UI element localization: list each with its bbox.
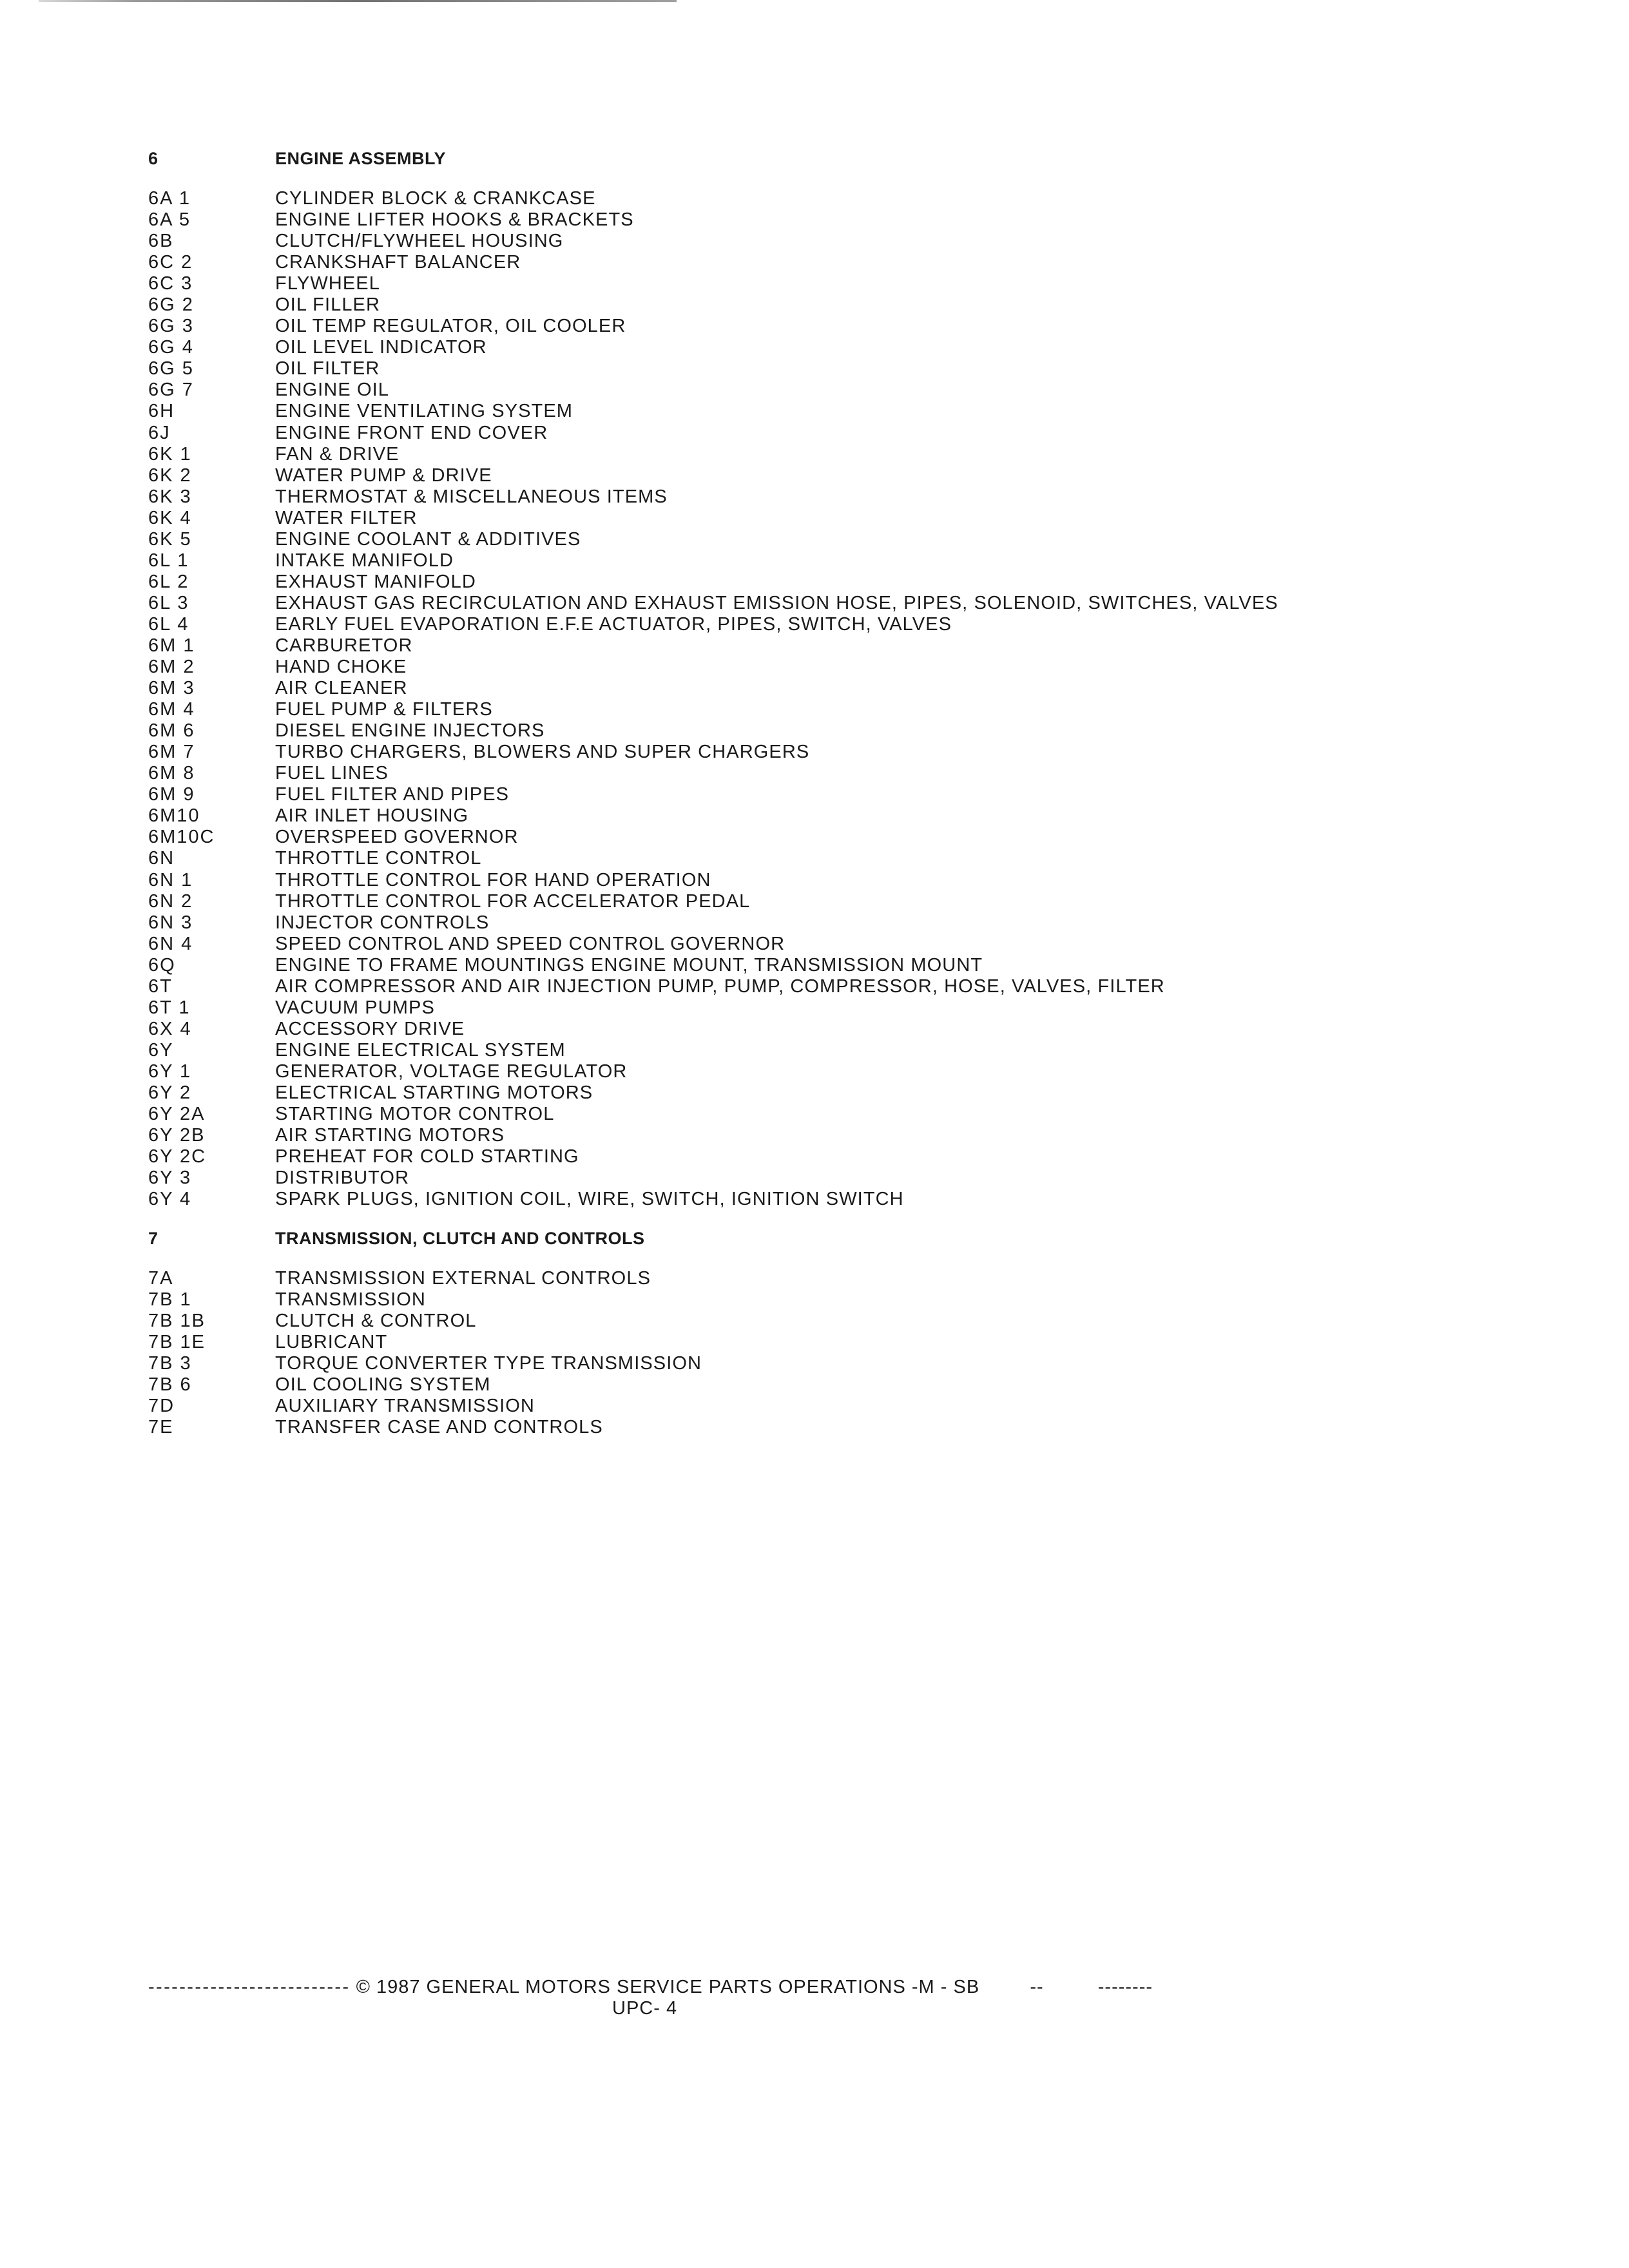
list-item: [0, 316, 1629, 337]
list-item: [0, 1040, 1629, 1061]
list-item: [0, 358, 1629, 380]
list-item: [0, 1417, 1629, 1438]
list-item: [0, 1353, 1629, 1374]
item-description: ENGINE FRONT END COVER: [275, 422, 548, 443]
list-item: [0, 678, 1629, 699]
item-description: ENGINE COOLANT & ADDITIVES: [275, 528, 581, 550]
section-header: [0, 1225, 1629, 1251]
list-item: [0, 231, 1629, 252]
item-code: 6K 3: [148, 486, 192, 507]
list-item: [0, 657, 1629, 678]
list-item: [0, 1289, 1629, 1311]
list-item: [0, 1332, 1629, 1353]
item-description: CRANKSHAFT BALANCER: [275, 252, 521, 273]
item-code: 6Y 2B: [148, 1125, 206, 1146]
item-description: OIL TEMP REGULATOR, OIL COOLER: [275, 316, 626, 337]
list-item: [0, 529, 1629, 550]
item-code: 6K 4: [148, 507, 192, 528]
item-code: 6J: [148, 422, 171, 443]
list-item: [0, 784, 1629, 805]
item-code: 6N 3: [148, 912, 193, 933]
footer-dashes-left: --------------------------: [148, 1977, 351, 1997]
footer-copyright-line: [148, 1977, 1153, 1998]
list-item: [0, 550, 1629, 572]
footer-copyright: © 1987 GENERAL MOTORS SERVICE PARTS OPERATIONS -M - SB: [356, 1977, 980, 1997]
list-item: [0, 699, 1629, 720]
item-code: 6C 3: [148, 273, 193, 294]
item-description: FUEL FILTER AND PIPES: [275, 784, 510, 805]
item-description: TORQUE CONVERTER TYPE TRANSMISSION: [275, 1353, 702, 1374]
item-code: 7B 1: [148, 1289, 192, 1311]
item-description: THROTTLE CONTROL FOR HAND OPERATION: [275, 869, 711, 890]
item-description: ENGINE LIFTER HOOKS & BRACKETS: [275, 209, 634, 231]
item-description: THROTTLE CONTROL FOR ACCELERATOR PEDAL: [275, 890, 751, 912]
item-description: VACUUM PUMPS: [275, 997, 435, 1018]
item-description: CLUTCH/FLYWHEEL HOUSING: [275, 231, 564, 252]
list-item: [0, 1374, 1629, 1396]
list-item: [0, 742, 1629, 763]
item-code: 6Y 4: [148, 1189, 192, 1210]
list-item: [0, 1268, 1629, 1289]
item-code: 6A 1: [148, 188, 191, 209]
item-description: TRANSFER CASE AND CONTROLS: [275, 1417, 603, 1438]
item-description: INJECTOR CONTROLS: [275, 912, 490, 933]
list-item: [0, 805, 1629, 827]
item-code: 7B 1E: [148, 1332, 206, 1353]
list-item: [0, 444, 1629, 465]
parts-list: [0, 1268, 1629, 1438]
item-code: 6M 1: [148, 635, 195, 656]
item-code: 6L 4: [148, 613, 189, 635]
item-code: 6T: [148, 975, 173, 997]
item-description: DISTRIBUTOR: [275, 1168, 410, 1189]
item-description: CYLINDER BLOCK & CRANKCASE: [275, 188, 596, 209]
section-title: TRANSMISSION, CLUTCH AND CONTROLS: [275, 1229, 645, 1248]
list-item: [0, 870, 1629, 891]
list-item: [0, 614, 1629, 635]
item-code: 6G 5: [148, 358, 194, 380]
item-description: EXHAUST MANIFOLD: [275, 571, 476, 592]
item-code: 6M 6: [148, 720, 195, 742]
item-code: 6N 2: [148, 890, 193, 912]
item-code: 6N: [148, 848, 175, 869]
list-item: [0, 423, 1629, 444]
item-description: STARTING MOTOR CONTROL: [275, 1104, 555, 1125]
section-number: 6: [148, 149, 159, 168]
list-item: [0, 1396, 1629, 1417]
item-code: 6Y 1: [148, 1061, 192, 1082]
item-code: 6Y 3: [148, 1168, 192, 1189]
item-description: FUEL PUMP & FILTERS: [275, 699, 493, 720]
item-code: 6G 2: [148, 294, 194, 316]
list-item: [0, 1125, 1629, 1146]
list-item: [0, 1146, 1629, 1168]
item-description: CARBURETOR: [275, 635, 413, 656]
item-code: 6M 2: [148, 657, 195, 678]
item-code: 6N 4: [148, 933, 193, 954]
item-description: THROTTLE CONTROL: [275, 848, 482, 869]
item-code: 6Y 2C: [148, 1146, 207, 1168]
item-description: AIR STARTING MOTORS: [275, 1125, 505, 1146]
item-description: AUXILIARY TRANSMISSION: [275, 1396, 535, 1417]
list-item: [0, 1104, 1629, 1125]
list-item: [0, 209, 1629, 231]
list-item: [0, 976, 1629, 997]
list-item: [0, 294, 1629, 316]
item-code: 6M 8: [148, 763, 195, 784]
list-item: [0, 252, 1629, 273]
item-code: 6Y: [148, 1039, 174, 1061]
list-item: [0, 593, 1629, 614]
item-code: 6M10C: [148, 827, 215, 848]
item-description: ENGINE OIL: [275, 380, 389, 401]
section-header: [0, 146, 1629, 171]
item-code: 6T 1: [148, 997, 191, 1018]
footer-dashes-mid: --: [1030, 1977, 1044, 1997]
item-description: ELECTRICAL STARTING MOTORS: [275, 1082, 593, 1103]
list-item: [0, 1189, 1629, 1210]
item-description: INTAKE MANIFOLD: [275, 550, 454, 571]
item-code: 6G 3: [148, 316, 194, 337]
item-code: 6M 9: [148, 784, 195, 805]
section-engine-assembly: [0, 146, 1629, 1220]
item-code: 6K 1: [148, 443, 192, 465]
list-item: [0, 273, 1629, 294]
list-item: [0, 720, 1629, 742]
item-description: LUBRICANT: [275, 1332, 388, 1353]
list-item: [0, 1168, 1629, 1189]
item-description: GENERATOR, VOLTAGE REGULATOR: [275, 1061, 628, 1082]
item-code: 6K 5: [148, 528, 192, 550]
item-code: 6L 3: [148, 592, 189, 613]
item-code: 6X 4: [148, 1018, 192, 1039]
item-code: 6B: [148, 231, 174, 252]
list-item: [0, 1061, 1629, 1082]
list-item: [0, 380, 1629, 401]
item-description: CLUTCH & CONTROL: [275, 1311, 477, 1332]
list-item: [0, 635, 1629, 657]
item-code: 6G 4: [148, 337, 194, 358]
list-item: [0, 1082, 1629, 1104]
list-item: [0, 486, 1629, 508]
item-description: THERMOSTAT & MISCELLANEOUS ITEMS: [275, 486, 668, 507]
item-code: 6Y 2A: [148, 1104, 206, 1125]
item-code: 7D: [148, 1396, 175, 1417]
parts-list: [0, 188, 1629, 1210]
list-item: [0, 934, 1629, 955]
item-description: AIR CLEANER: [275, 678, 408, 699]
item-code: 6M 4: [148, 699, 195, 720]
item-code: 7A: [148, 1268, 174, 1289]
item-description: ACCESSORY DRIVE: [275, 1018, 465, 1039]
item-code: 7E: [148, 1417, 174, 1438]
item-description: SPEED CONTROL AND SPEED CONTROL GOVERNOR: [275, 933, 786, 954]
item-code: 6C 2: [148, 252, 193, 273]
item-description: OVERSPEED GOVERNOR: [275, 827, 519, 848]
item-code: 6M 7: [148, 742, 195, 763]
item-description: TURBO CHARGERS, BLOWERS AND SUPER CHARGERS: [275, 742, 810, 763]
list-item: [0, 1311, 1629, 1332]
item-code: 7B 6: [148, 1374, 192, 1396]
page-number: UPC- 4: [612, 1998, 678, 2019]
item-description: SPARK PLUGS, IGNITION COIL, WIRE, SWITCH, IGNITION SWITCH: [275, 1189, 904, 1210]
item-description: OIL FILLER: [275, 294, 381, 316]
list-item: [0, 572, 1629, 593]
list-item: [0, 997, 1629, 1019]
item-description: ENGINE ELECTRICAL SYSTEM: [275, 1039, 566, 1061]
item-description: AIR INLET HOUSING: [275, 805, 469, 827]
item-description: FLYWHEEL: [275, 273, 380, 294]
item-code: 7B 1B: [148, 1311, 206, 1332]
list-item: [0, 337, 1629, 358]
item-description: WATER FILTER: [275, 507, 418, 528]
list-item: [0, 848, 1629, 869]
section-transmission: [0, 1225, 1629, 1448]
footer-dashes-right: --------: [1097, 1977, 1153, 1997]
item-description: EARLY FUEL EVAPORATION E.F.E ACTUATOR, PIPES, SWITCH, VALVES: [275, 613, 952, 635]
list-item: [0, 912, 1629, 934]
list-item: [0, 891, 1629, 912]
item-code: 6A 5: [148, 209, 191, 231]
item-code: 6M10: [148, 805, 200, 827]
item-description: TRANSMISSION EXTERNAL CONTROLS: [275, 1268, 651, 1289]
item-description: OIL LEVEL INDICATOR: [275, 337, 487, 358]
item-code: 6N 1: [148, 869, 193, 890]
item-description: FUEL LINES: [275, 763, 389, 784]
item-code: 6H: [148, 401, 175, 422]
item-code: 6Q: [148, 954, 176, 975]
item-description: HAND CHOKE: [275, 657, 407, 678]
list-item: [0, 508, 1629, 529]
item-code: 6K 2: [148, 465, 192, 486]
item-description: AIR COMPRESSOR AND AIR INJECTION PUMP, PUMP, COMPRESSOR, HOSE, VALVES, FILTER: [275, 975, 1165, 997]
item-description: DIESEL ENGINE INJECTORS: [275, 720, 545, 742]
list-item: [0, 188, 1629, 209]
section-title: ENGINE ASSEMBLY: [275, 149, 447, 168]
item-code: 6G 7: [148, 380, 194, 401]
list-item: [0, 955, 1629, 976]
scan-edge-rule: [39, 0, 677, 2]
list-item: [0, 465, 1629, 486]
list-item: [0, 1019, 1629, 1040]
item-code: 6L 1: [148, 550, 189, 571]
section-number: 7: [148, 1229, 159, 1248]
list-item: [0, 401, 1629, 422]
item-code: 7B 3: [148, 1353, 192, 1374]
item-description: PREHEAT FOR COLD STARTING: [275, 1146, 579, 1168]
list-item: [0, 827, 1629, 848]
item-code: 6M 3: [148, 678, 195, 699]
item-description: OIL COOLING SYSTEM: [275, 1374, 491, 1396]
item-description: WATER PUMP & DRIVE: [275, 465, 492, 486]
item-description: FAN & DRIVE: [275, 443, 400, 465]
item-code: 6L 2: [148, 571, 189, 592]
item-description: OIL FILTER: [275, 358, 380, 380]
item-description: ENGINE TO FRAME MOUNTINGS ENGINE MOUNT, TRANSMISSION MOUNT: [275, 954, 983, 975]
item-code: 6Y 2: [148, 1082, 192, 1103]
item-description: EXHAUST GAS RECIRCULATION AND EXHAUST EMISSION HOSE, PIPES, SOLENOID, SWITCHES, VALVES: [275, 592, 1278, 613]
item-description: ENGINE VENTILATING SYSTEM: [275, 401, 574, 422]
item-description: TRANSMISSION: [275, 1289, 426, 1311]
list-item: [0, 763, 1629, 784]
